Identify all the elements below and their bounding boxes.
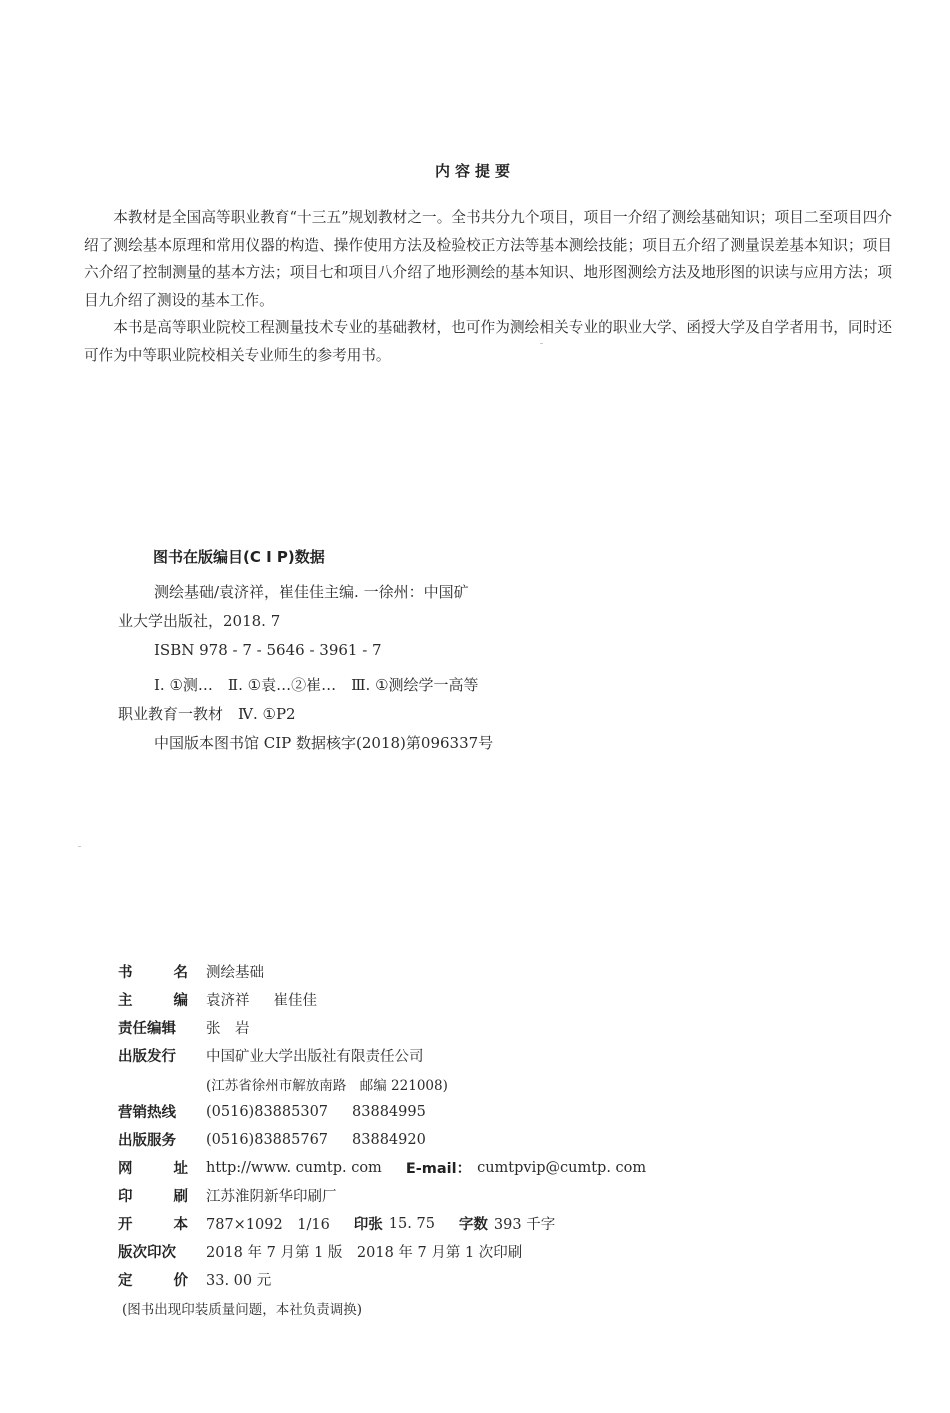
label-editors: 主 编 xyxy=(118,993,188,1009)
colophon-row-book-name xyxy=(118,958,264,985)
editor-2: 崔佳佳 xyxy=(273,993,317,1009)
cip-subjects xyxy=(118,671,678,758)
colophon-row-edition xyxy=(118,1238,522,1265)
colophon-row-price xyxy=(118,1266,271,1293)
cip-entry-line: 测绘基础/袁济祥，崔佳佳主编. 一徐州：中国矿 xyxy=(154,583,469,601)
printer-value: 江苏淮阴新华印刷厂 xyxy=(206,1189,337,1205)
publisher-address: (江苏省徐州市解放南路 邮编 221008) xyxy=(206,1077,448,1094)
label-format: 开 本 xyxy=(118,1217,188,1233)
editor-1: 袁济祥 xyxy=(206,993,250,1009)
label-service: 出版服务 xyxy=(118,1133,176,1149)
publisher-value: 中国矿业大学出版社有限责任公司 xyxy=(206,1049,424,1065)
service-phone-2: 83884920 xyxy=(352,1131,426,1148)
colophon-row-marketing xyxy=(118,1098,426,1125)
cip-subject-line: Ⅰ. ①测… Ⅱ. ①袁…②崔… Ⅲ. ①测绘学一高等 xyxy=(154,676,479,694)
cip-entry-line: 业大学出版社，2018. 7 xyxy=(118,612,281,630)
words-label: 字数 xyxy=(458,1217,488,1233)
colophon-row-format xyxy=(118,1210,555,1237)
website-url[interactable]: http://www. cumtp. com xyxy=(206,1159,382,1176)
sheets-value: 15. 75 xyxy=(388,1215,435,1232)
format-size: 787×1092 1/16 xyxy=(206,1217,330,1233)
cip-entry xyxy=(118,578,678,665)
isbn: ISBN 978 - 7 - 5646 - 3961 - 7 xyxy=(154,641,382,659)
label-marketing: 营销热线 xyxy=(118,1105,176,1121)
responsible-editor-value: 张 岩 xyxy=(206,1021,250,1037)
label-price: 定 价 xyxy=(118,1273,188,1289)
summary-paragraph: 本书是高等职业院校工程测量技术专业的基础教材，也可作为测绘相关专业的职业大学、函授大学及自学者用书，同时还可作为中等职业院校相关专业师生的参考用书。 xyxy=(84,319,892,364)
cip-number: 中国版本图书馆 CIP 数据核字(2018)第096337号 xyxy=(154,734,494,752)
label-edition: 版次印次 xyxy=(118,1245,176,1261)
label-printer: 印 刷 xyxy=(118,1189,188,1205)
words-value: 393 千字 xyxy=(493,1217,556,1233)
email-value[interactable]: cumtpvip@cumtp. com xyxy=(477,1159,647,1176)
price-value: 33. 00 元 xyxy=(206,1273,272,1289)
email-label: E-mail： xyxy=(405,1161,472,1177)
label-publisher: 出版发行 xyxy=(118,1049,176,1065)
colophon-row-responsible-editor xyxy=(118,1014,250,1041)
label-website: 网 址 xyxy=(118,1161,188,1177)
cip-title: 图书在版编目(C I P)数据 xyxy=(153,548,325,566)
sheets-label: 印张 xyxy=(353,1217,383,1233)
marketing-phone-1: (0516)83885307 xyxy=(206,1103,329,1120)
label-book-name: 书 名 xyxy=(118,965,188,981)
colophon-row-website xyxy=(118,1154,646,1181)
book-name-value: 测绘基础 xyxy=(206,965,264,981)
colophon-row-publisher xyxy=(118,1042,424,1069)
service-phone-1: (0516)83885767 xyxy=(206,1131,329,1148)
marketing-phone-2: 83884995 xyxy=(352,1103,426,1120)
cip-subject-line: 职业教育一教材 Ⅳ. ①P2 xyxy=(118,705,296,723)
summary-paragraph: 本教材是全国高等职业教育“十三五”规划教材之一。全书共分九个项目，项目一介绍了测绘基础知识；项目二至项目四介绍了测绘基本原理和常用仪器的构造、操作使用方法及检验校正方法等基本测绘技能；项目五介绍了测量误差基本知识；项目六介绍了控制测量的基本方法；项目七和项目八介绍了地形测绘的基本知识、地形图测绘方法及地形图的识读与应用方法；项目九介绍了测设的基本工作。 xyxy=(84,209,892,309)
colophon-row-service xyxy=(118,1126,426,1153)
summary-body xyxy=(84,204,892,369)
colophon-row-printer xyxy=(118,1182,337,1209)
colophon-row-editors xyxy=(118,986,317,1013)
quality-note: (图书出现印装质量问题，本社负责调换) xyxy=(122,1302,363,1318)
edition-value: 2018 年 7 月第 1 版 2018 年 7 月第 1 次印刷 xyxy=(206,1245,523,1261)
summary-title: 内容提要 xyxy=(434,162,515,180)
label-responsible-editor: 责任编辑 xyxy=(118,1021,176,1037)
